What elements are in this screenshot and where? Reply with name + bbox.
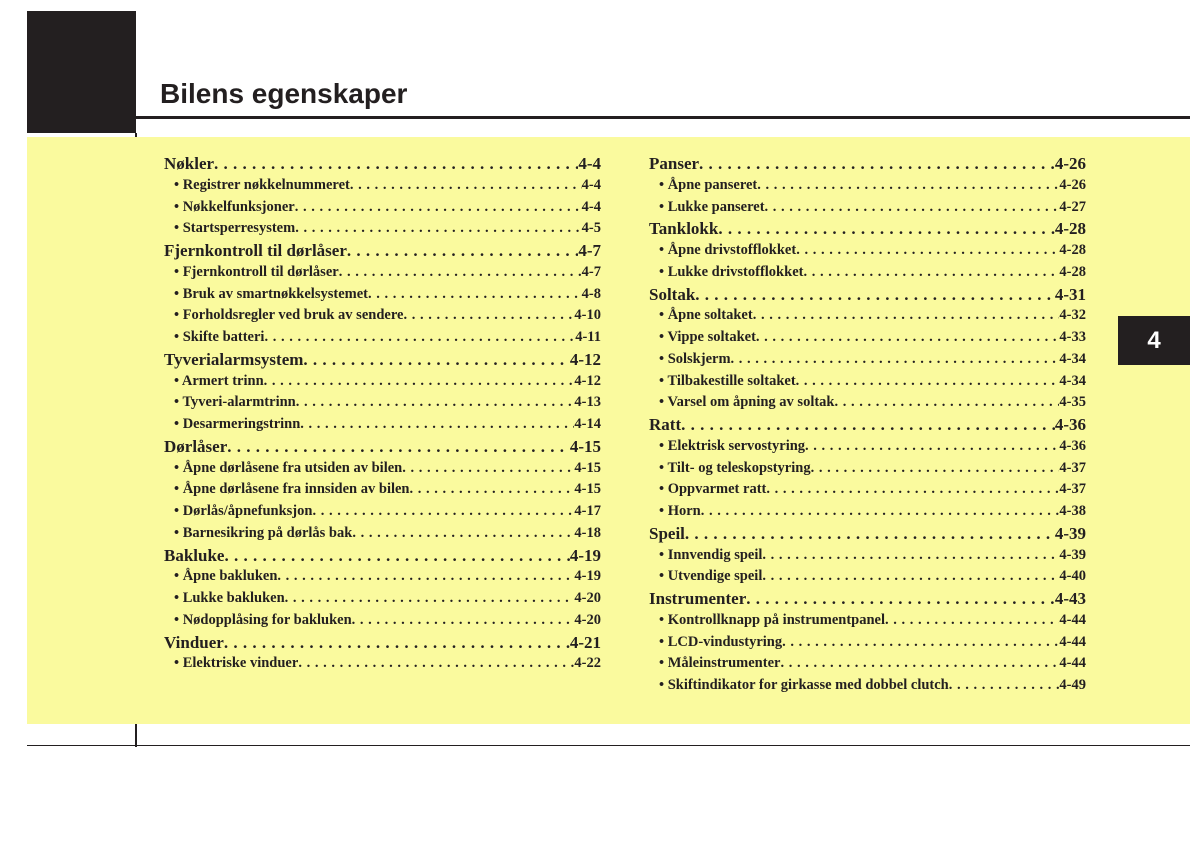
toc-dot-leader [796,371,1060,393]
toc-dot-leader [765,197,1060,219]
toc-page-number: 4-27 [1059,198,1086,215]
toc-entry-label: • Åpne drivstofflokket [659,242,797,258]
toc-dot-leader [835,392,1060,414]
toc-entry-label: Bakluke [164,545,225,565]
toc-entry-label: • Skiftindikator for girkasse med dobbel clutch [659,677,949,693]
toc-entry-label: Tyverialarmsystem [164,349,304,369]
toc-entry-label: • Lukke bakluken [174,590,285,606]
toc-dot-leader [277,566,574,588]
toc-subsection-entry[interactable] [164,458,601,480]
toc-page-number: 4-28 [1059,263,1086,280]
toc-entry-label: Ratt [649,415,682,434]
toc-entry-label: • Fjernkontroll til dørlåser [174,263,339,280]
toc-section-entry[interactable] [164,436,601,458]
toc-entry-label: • Nødopplåsing for bakluken [174,611,352,628]
toc-dot-leader [347,240,578,262]
toc-entry-label: Fjernkontroll til dørlåser [164,241,347,260]
toc-entry-label: • Åpne dørlåsene fra innsiden av bilen [174,481,410,498]
toc-subsection-entry[interactable] [649,436,1086,458]
toc-dot-leader [298,653,574,675]
toc-page-number: 4-33 [1059,329,1086,345]
toc-page-number: 4-37 [1059,481,1086,498]
toc-subsection-entry[interactable] [164,414,601,436]
toc-dot-leader [227,436,570,458]
toc-dot-leader [762,566,1059,588]
toc-dot-leader [885,610,1059,632]
toc-dot-leader [264,327,575,349]
toc-dot-leader [756,327,1059,349]
toc-page-number: 4-19 [569,545,601,565]
toc-page-number: 4-31 [1054,284,1086,304]
toc-dot-leader [410,479,575,501]
toc-page-number: 4-38 [1059,503,1086,519]
toc-page-number: 4-11 [575,329,601,345]
toc-page-number: 4-34 [1059,350,1086,367]
toc-page-number: 4-20 [574,611,601,628]
toc-subsection-entry[interactable] [164,327,601,349]
toc-dot-leader [757,175,1059,197]
toc-dot-leader [295,197,582,219]
toc-page-number: 4-13 [574,394,601,411]
toc-dot-leader [753,305,1060,327]
toc-section-entry[interactable] [164,632,601,654]
toc-column-left [164,153,601,675]
toc-subsection-entry[interactable] [164,305,601,327]
toc-entry-label: • Skifte batteri [174,329,265,345]
toc-dot-leader [285,588,575,610]
toc-dot-leader [303,349,569,371]
toc-entry-label: • LCD-vindustyring [659,633,783,650]
toc-entry-label: Speil [649,523,685,543]
toc-subsection-entry[interactable] [649,501,1086,523]
toc-dot-leader [352,610,575,632]
toc-subsection-entry[interactable] [164,610,601,632]
toc-subsection-entry[interactable] [649,240,1086,262]
toc-page-number: 4-28 [1059,242,1086,258]
toc-dot-leader [746,588,1055,610]
toc-dot-leader [695,284,1055,306]
toc-dot-leader [701,501,1060,523]
toc-entry-label: • Tilt- og teleskopstyring [659,459,811,476]
toc-dot-leader [214,153,578,175]
toc-subsection-entry[interactable] [649,458,1086,480]
toc-section-entry[interactable] [649,588,1086,610]
toc-subsection-entry[interactable] [164,197,601,219]
toc-dot-leader [731,349,1060,371]
toc-page-number: 4-14 [574,416,601,432]
toc-dot-leader [312,501,574,523]
toc-page-number: 4-22 [574,655,601,672]
toc-entry-label: • Armert trinn [174,372,264,389]
toc-dot-leader [350,175,582,197]
toc-dot-leader [766,479,1059,501]
toc-entry-label: Soltak [649,284,696,304]
toc-entry-label: • Solskjerm [659,350,731,367]
chapter-tab[interactable]: 4 [1118,316,1190,365]
toc-dot-leader [780,653,1059,675]
toc-entry-label: • Åpne soltaket [659,307,753,324]
toc-dot-leader [296,392,575,414]
toc-subsection-entry[interactable] [649,327,1086,349]
toc-dot-leader [699,153,1055,175]
toc-subsection-entry[interactable] [649,175,1086,197]
toc-subsection-entry[interactable] [649,653,1086,675]
toc-entry-label: Tanklokk [649,219,719,239]
toc-subsection-entry[interactable] [649,197,1086,219]
toc-dot-leader [805,436,1059,458]
toc-entry-label: • Bruk av smartnøkkelsystemet [174,285,368,302]
toc-entry-label: • Dørlås/åpnefunksjon [174,503,313,519]
toc-entry-label: • Lukke drivstofflokket [659,263,804,280]
toc-page-number: 4-15 [574,459,601,476]
toc-dot-leader [685,523,1055,545]
toc-page-number: 4-10 [574,307,601,324]
toc-dot-leader [368,284,582,306]
toc-subsection-entry[interactable] [649,545,1086,567]
toc-dot-leader [762,545,1059,567]
toc-page-number: 4-4 [581,198,601,215]
toc-page-number: 4-12 [569,349,601,369]
toc-page-number: 4-4 [581,176,601,193]
toc-subsection-entry[interactable] [164,588,601,610]
toc-dot-leader [796,240,1059,262]
toc-page-number: 4-7 [578,241,601,260]
toc-subsection-entry[interactable] [649,675,1086,697]
toc-section-entry[interactable] [649,284,1086,306]
toc-page-number: 4-39 [1059,546,1086,563]
toc-subsection-entry[interactable] [164,653,601,675]
toc-section-entry[interactable] [164,349,601,371]
toc-subsection-entry[interactable] [164,392,601,414]
toc-dot-leader [295,218,581,240]
toc-entry-label: • Oppvarmet ratt [659,481,767,498]
toc-page-number: 4-28 [1054,219,1086,239]
toc-subsection-entry[interactable] [164,371,601,393]
toc-subsection-entry[interactable] [649,349,1086,371]
toc-section-entry[interactable] [649,218,1086,240]
toc-subsection-entry[interactable] [649,262,1086,284]
toc-entry-label: • Vippe soltaket [659,329,756,345]
toc-dot-leader [782,632,1059,654]
toc-entry-label: • Nøkkelfunksjoner [174,198,295,215]
toc-subsection-entry[interactable] [649,632,1086,654]
toc-entry-label: • Innvendig speil [659,546,763,563]
toc-page-number: 4-17 [574,503,601,519]
toc-page-number: 4-26 [1059,176,1086,193]
toc-subsection-entry[interactable] [164,218,601,240]
toc-page-number: 4-7 [581,263,601,280]
title-underline [136,116,1190,119]
toc-dot-leader [403,305,574,327]
toc-dot-leader [402,458,574,480]
toc-entry-label: Nøkler [164,154,215,173]
toc-page-number: 4-5 [581,220,601,237]
toc-page-number: 4-15 [569,436,601,456]
toc-dot-leader [224,632,570,654]
toc-subsection-entry[interactable] [164,479,601,501]
toc-section-entry[interactable] [164,240,601,262]
toc-subsection-entry[interactable] [649,566,1086,588]
bottom-rule [27,745,1190,746]
toc-page-number: 4-39 [1054,523,1086,543]
toc-entry-label: • Startsperresystem [174,220,296,237]
page-title: Bilens egenskaper [160,78,408,109]
toc-page-number: 4-40 [1059,568,1086,585]
toc-page-number: 4-49 [1059,677,1086,693]
toc-entry-label: • Forholdsregler ved bruk av sendere [174,307,404,324]
toc-entry-label: • Horn [659,503,701,519]
toc-dot-leader [718,218,1055,240]
toc-entry-label: • Kontrollknapp på instrumentpanel [659,611,885,628]
toc-page-number: 4-44 [1059,611,1086,628]
toc-dot-leader [264,371,575,393]
toc-entry-label: • Tyveri-alarmtrinn [174,394,296,411]
toc-page-number: 4-21 [569,632,601,652]
toc-entry-label: Panser [649,154,700,173]
toc-entry-label: • Åpne bakluken [174,568,278,585]
toc-entry-label: • Barnesikring på dørlås bak [174,524,353,541]
toc-subsection-entry[interactable] [164,175,601,197]
toc-page-number: 4-20 [574,590,601,606]
toc-section-entry[interactable] [164,153,601,175]
toc-column-right [649,153,1086,697]
toc-page-number: 4-18 [574,524,601,541]
toc-entry-label: • Varsel om åpning av soltak [659,394,835,411]
toc-subsection-entry[interactable] [649,371,1086,393]
toc-page-number: 4-44 [1059,633,1086,650]
toc-page-number: 4-8 [581,285,601,302]
toc-dot-leader [811,458,1060,480]
toc-page-number: 4-36 [1054,415,1086,434]
toc-page-number: 4-37 [1059,459,1086,476]
toc-page-number: 4-43 [1054,589,1086,608]
toc-subsection-entry[interactable] [164,284,601,306]
toc-entry-label: • Elektrisk servostyring [659,437,806,454]
toc-page-number: 4-32 [1059,307,1086,324]
toc-subsection-entry[interactable] [164,262,601,284]
toc-entry-label: Dørlåser [164,436,228,456]
toc-subsection-entry[interactable] [649,610,1086,632]
toc-entry-label: • Desarmeringstrinn [174,416,301,432]
toc-dot-leader [339,262,582,284]
toc-page-number: 4-36 [1059,437,1086,454]
toc-dot-leader [352,523,574,545]
toc-section-entry[interactable] [649,414,1086,436]
toc-entry-label: • Lukke panseret [659,198,765,215]
toc-page-number: 4-34 [1059,372,1086,389]
toc-entry-label: • Registrer nøkkelnummeret [174,176,350,193]
toc-entry-label: • Åpne panseret [659,176,758,193]
toc-page-number: 4-26 [1054,154,1086,173]
toc-page-number: 4-12 [574,372,601,389]
toc-entry-label: • Måleinstrumenter [659,655,781,672]
toc-entry-label: • Elektriske vinduer [174,655,299,672]
toc-entry-label: Instrumenter [649,589,747,608]
header-black-block [27,11,136,133]
toc-section-entry[interactable] [649,523,1086,545]
toc-dot-leader [949,675,1060,697]
toc-entry-label: • Utvendige speil [659,568,763,585]
toc-dot-leader [803,262,1059,284]
toc-section-entry[interactable] [649,153,1086,175]
toc-dot-leader [224,545,569,567]
toc-entry-label: • Tilbakestille soltaket [659,372,796,389]
toc-subsection-entry[interactable] [164,566,601,588]
toc-entry-label: • Åpne dørlåsene fra utsiden av bilen [174,459,403,476]
toc-subsection-entry[interactable] [649,479,1086,501]
toc-subsection-entry[interactable] [649,305,1086,327]
toc-section-entry[interactable] [164,545,601,567]
toc-subsection-entry[interactable] [164,501,601,523]
toc-subsection-entry[interactable] [649,392,1086,414]
toc-subsection-entry[interactable] [164,523,601,545]
toc-page-number: 4-4 [578,154,601,173]
toc-page-number: 4-35 [1059,394,1086,411]
toc-page-number: 4-19 [574,568,601,585]
toc-page-number: 4-44 [1059,655,1086,672]
toc-dot-leader [300,414,574,436]
toc-page-number: 4-15 [574,481,601,498]
toc-dot-leader [681,414,1055,436]
toc-entry-label: Vinduer [164,632,224,652]
